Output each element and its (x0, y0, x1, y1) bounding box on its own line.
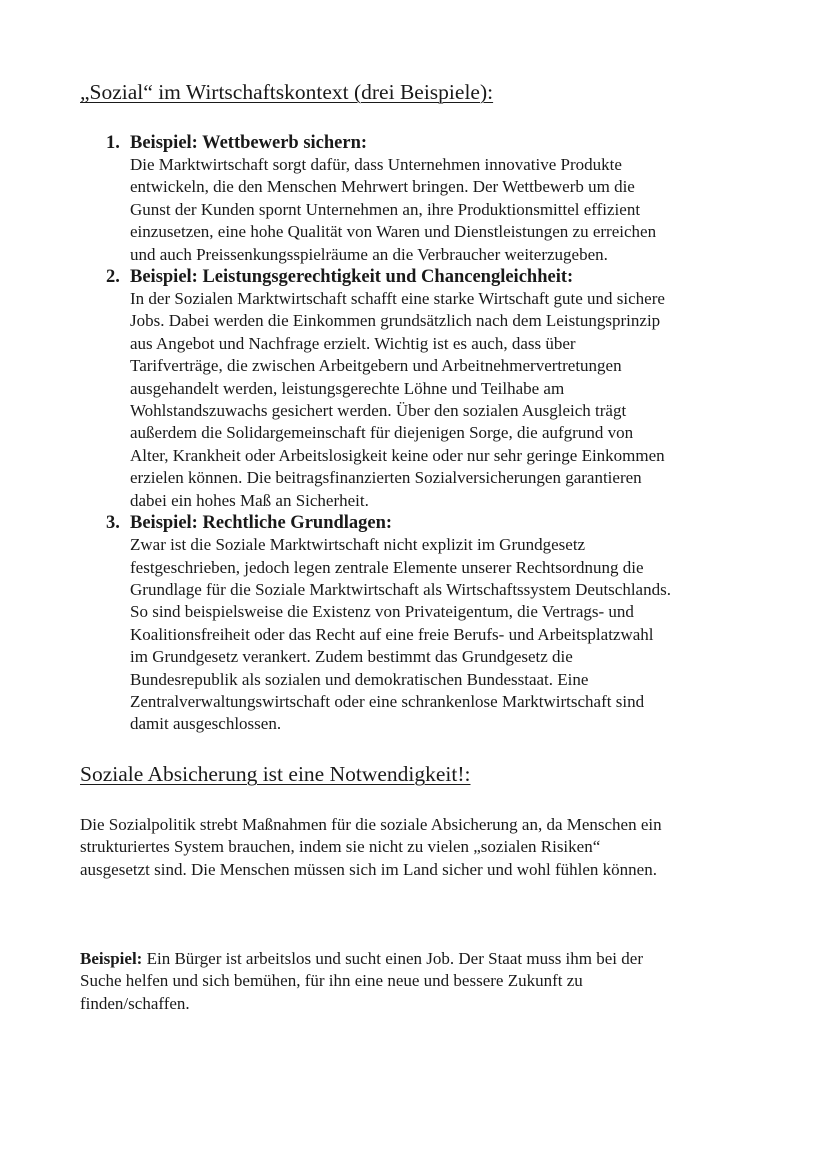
list-number: 2. (106, 267, 120, 288)
body-line: finden/schaffen. (80, 993, 190, 1013)
example-body (130, 288, 780, 512)
body-line: einzusetzen, eine hohe Qualität von Waren und Dienstleistungen zu erreichen (130, 222, 657, 242)
beispiel-label: Beispiel: (80, 949, 143, 968)
body-line: In der Sozialen Marktwirtschaft schafft eine starke Wirtschaft gute und sichere (130, 289, 665, 309)
example-title (106, 266, 786, 288)
heading-soziale-absicherung: Soziale Absicherung ist eine Notwendigkeit!: (80, 762, 471, 786)
body-line: festgeschrieben, jedoch legen zentrale Elemente unserer Rechtsordnung die (130, 557, 644, 577)
list-item (106, 512, 786, 736)
example-title-text: Beispiel: Rechtliche Grundlagen: (130, 513, 393, 534)
body-line: Tarifverträge, die zwischen Arbeitgebern und Arbeitnehmervertretungen (130, 356, 622, 376)
body-line: Suche helfen und sich bemühen, für ihn eine neue und bessere Zukunft zu (80, 971, 583, 991)
body-line: So sind beispielsweise die Existenz von Privateigentum, die Vertrags- und (130, 602, 634, 622)
body-line: ausgesetzt sind. Die Menschen müssen sich im Land sicher und wohl fühlen können. (80, 859, 657, 879)
list-number: 3. (106, 513, 120, 534)
body-line: Koalitionsfreiheit oder das Recht auf eine freie Berufs- und Arbeitsplatzwahl (130, 624, 654, 644)
list-item (106, 266, 786, 512)
paragraph-beispiel (80, 948, 760, 1015)
body-line: Alter, Krankheit oder Arbeitslosigkeit keine oder nur sehr geringe Einkommen (130, 445, 665, 465)
body-line: Jobs. Dabei werden die Einkommen grundsätzlich nach dem Leistungsprinzip (130, 311, 661, 331)
paragraph-sozialpolitik (80, 814, 760, 881)
heading-sozial-wirtschaftskontext: „Sozial“ im Wirtschaftskontext (drei Beispiele): (80, 80, 494, 104)
list-item (106, 132, 786, 266)
body-line: Die Sozialpolitik strebt Maßnahmen für die soziale Absicherung an, da Menschen ein (80, 815, 662, 834)
body-line: Bundesrepublik als sozialen und demokratischen Bundesstaat. Eine (130, 669, 589, 689)
body-line: Zwar ist die Soziale Marktwirtschaft nicht explizit im Grundgesetz (130, 535, 586, 555)
example-title (106, 512, 786, 534)
body-line: Gunst der Kunden spornt Unternehmen an, ihre Produktionsmittel effizient (130, 199, 641, 219)
body-line: Grundlage für die Soziale Marktwirtschaft als Wirtschaftssystem Deutschlands. (130, 579, 671, 599)
examples-list (106, 132, 786, 736)
example-title-text: Beispiel: Leistungsgerechtigkeit und Chancengleichheit: (130, 267, 574, 288)
body-text: Ein Bürger ist arbeitslos und sucht einen Job. Der Staat muss ihm bei der (142, 949, 643, 968)
body-line: Die Marktwirtschaft sorgt dafür, dass Unternehmen innovative Produkte (130, 155, 622, 174)
body-line: aus Angebot und Nachfrage erzielt. Wichtig ist es auch, dass über (130, 333, 576, 353)
body-line: außerdem die Solidargemeinschaft für diejenigen Sorge, die aufgrund von (130, 423, 634, 443)
body-line: damit ausgeschlossen. (130, 714, 282, 734)
body-line (80, 948, 760, 970)
body-line: und auch Preissenkungsspielräume an die Verbraucher weiterzugeben. (130, 244, 608, 264)
list-number: 1. (106, 133, 120, 153)
body-line: Zentralverwaltungswirtschaft oder eine schrankenlose Marktwirtschaft sind (130, 691, 645, 711)
body-line: dabei ein hohes Maß an Sicherheit. (130, 490, 369, 510)
example-body (130, 534, 780, 736)
body-line: strukturiertes System brauchen, indem sie nicht zu vielen „sozialen Risiken“ (80, 837, 601, 857)
example-title (106, 132, 786, 154)
example-title-text: Beispiel: Wettbewerb sichern: (130, 133, 368, 153)
body-line: im Grundgesetz verankert. Zudem bestimmt das Grundgesetz die (130, 647, 573, 667)
body-line: erzielen können. Die beitragsfinanzierten Sozialversicherungen garantieren (130, 468, 642, 488)
body-line: Wohlstandszuwachs gesichert werden. Über den sozialen Ausgleich trägt (130, 401, 627, 421)
example-body (130, 154, 780, 266)
body-line: entwickeln, die den Menschen Mehrwert bringen. Der Wettbewerb um die (130, 177, 635, 197)
body-line: ausgehandelt werden, leistungsgerechte Löhne und Teilhabe am (130, 378, 565, 398)
